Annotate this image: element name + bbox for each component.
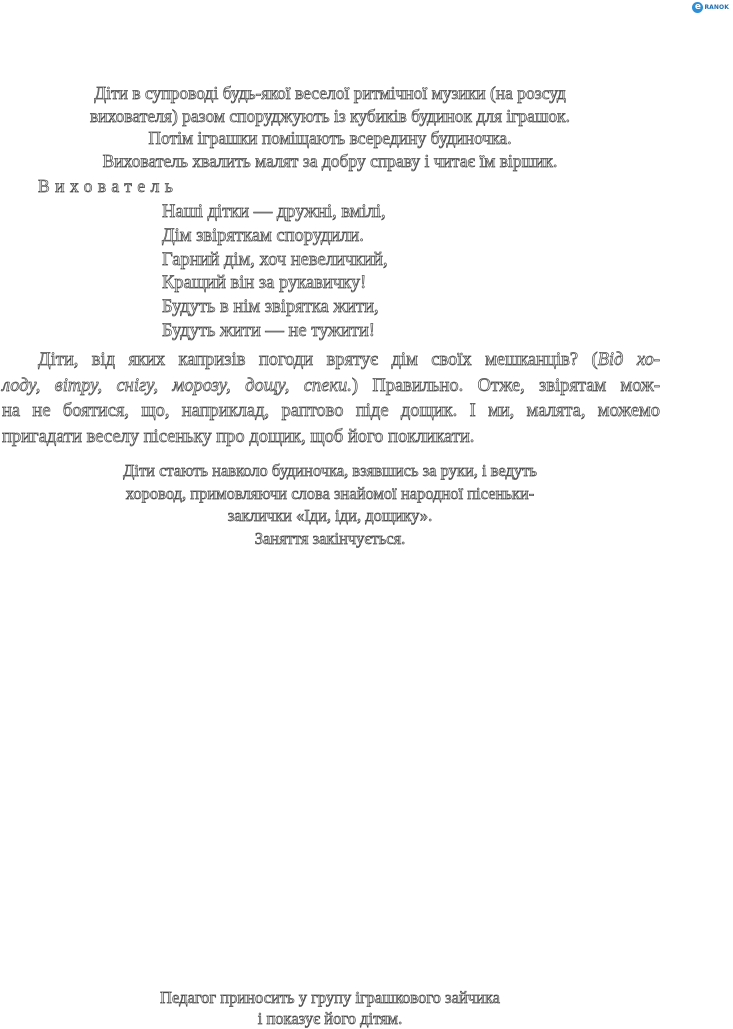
poem-line: Кращий він за рукавичку!: [162, 273, 367, 294]
question-line: на не боятися, що, наприклад, раптово піде дощик. І ми, малята, можемо: [2, 401, 660, 422]
question-text: Діти, від яких капризів погоди врятує дім своїх мешканців? (: [38, 350, 598, 370]
outro-line: заклички «Іди, іди, дощику».: [227, 506, 433, 525]
intro-line: Вихователь хвалить малят за добру справу і читає їм віршик.: [102, 150, 558, 171]
outro-stage-direction: [0, 460, 660, 550]
intro-stage-direction: [0, 82, 660, 172]
poem-line: Гарний дім, хоч невеличкий,: [162, 249, 388, 270]
question-answer-italic: лоду, вітру, снігу, морозу, дощу, спеки.: [2, 375, 352, 396]
bottom-line: і показує його дітям.: [257, 1009, 403, 1028]
intro-line: вихователя) разом споруджують із кубиків будинок для іграшок.: [89, 105, 571, 126]
outro-line: Заняття закінчується.: [254, 528, 406, 548]
poem-line: Дім звіряткам спорудили.: [162, 225, 364, 246]
poem-line: Будуть в нім звірятка жити,: [162, 297, 379, 318]
bottom-line: Педагог приносить у групу іграшкового зайчика: [160, 988, 500, 1007]
outro-line: хоровод, примовляючи слова знайомої народної пісеньки-: [125, 483, 535, 503]
question-answer-italic: Від хо-: [597, 350, 660, 370]
question-line: пригадати веселу пісеньку про дощик, щоб його покликати.: [2, 426, 475, 447]
publisher-logo-icon: e: [692, 2, 703, 13]
poem-line: Наші дітки — дружні, вмілі,: [162, 202, 386, 222]
publisher-logo-text: RANOK: [704, 4, 729, 11]
intro-line: Діти в супроводі будь-якої веселої ритмічної музики (на розсуд: [94, 83, 566, 103]
question-line: [2, 374, 660, 400]
speaker-label: Вихователь: [38, 176, 179, 196]
question-paragraph: [2, 348, 660, 450]
publisher-logo: [692, 2, 729, 13]
bottom-stage-direction: [0, 987, 660, 1029]
question-text: ) Правильно. Отже, звірятам мож-: [351, 375, 660, 396]
poem-line: Будуть жити — не тужити!: [162, 320, 375, 341]
poem: [162, 201, 388, 344]
intro-line: Потім іграшки поміщають всередину будиночка.: [148, 128, 512, 148]
question-line: [2, 348, 660, 374]
outro-line: Діти стають навколо будиночка, взявшись за руки, і ведуть: [123, 461, 537, 480]
